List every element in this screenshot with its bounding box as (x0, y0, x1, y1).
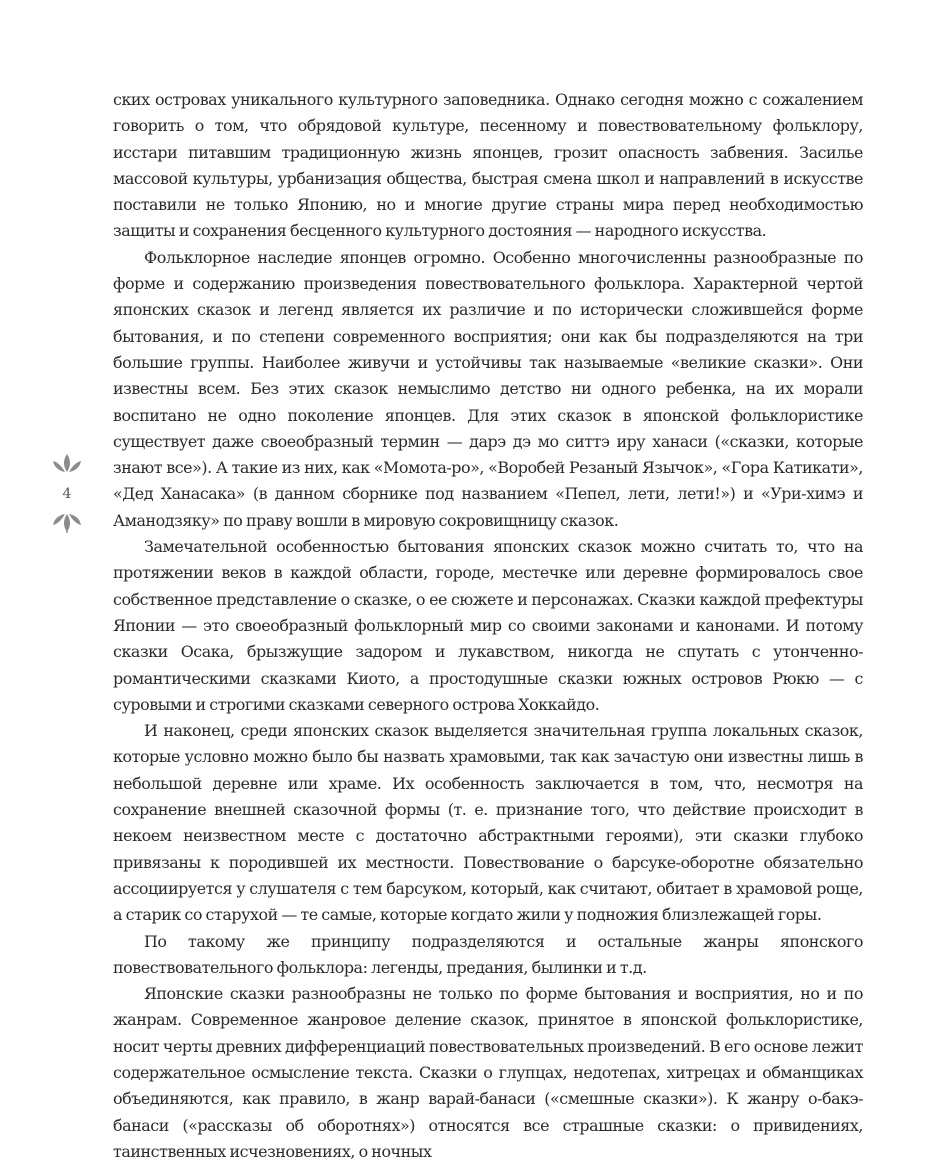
lotus-ornament-top-icon (52, 452, 82, 474)
paragraph-1: ских островах уникального культурного заповедника. Однако сегодня можно с сожалением говорить о том, что обрядовой культуре, песенному и повествовательному фольклору, исстари питавшим традиционную жизнь японцев, грозит опасность забвения. Засилье массовой культуры, урбанизация общества, быстрая смена школ и направлений в искусстве поставили не только Японию, но и многие другие страны мира перед необходимостью защиты и сохранения бесценного культурного достояния — народного искусства. (113, 90, 863, 241)
body-text (113, 87, 863, 1165)
paragraph-5: По такому же принципу подразделяются и остальные жанры японского повествовательного фольклора: легенды, предания, былинки и т.д. (113, 931, 863, 977)
paragraph-3: Замечательной особенностью бытования японских сказок можно считать то, что на протяжении веков в каждой области, городе, местечке или деревне формировалось свое собственное представление о сказке, о ее сюжете и персонажах. Сказки каждой префектуры Японии — это своеобразный фольклорный мир со своими законами и канонами. И потому сказки Осака, брызжущие задором и лукавством, никогда не спутать с утонченно-романтическими сказками Киото, а простодушные сказки южных островов Рюкю — с суровыми и строгими сказками северного острова Хоккайдо. (113, 537, 863, 714)
paragraph-6: Японские сказки разнообразны не только по форме бытования и восприятия, но и по жанрам. Современное жанровое деление сказок, принятое в японской фольклористике, носит черты древних дифференциаций повествовательных произведений. В его основе лежит содержательное осмысление текста. Сказки о глупцах, недотепах, хитрецах и обманщиках объединяются, как правило, в жанр варай-банаси («смешные сказки»). К жанру о-бакэ-банаси («рассказы об оборотнях») относятся все страшные сказки: о привидениях, таинственных исчезновениях, о ночных (113, 984, 863, 1161)
paragraph-4: И наконец, среди японских сказок выделяется значительная группа локальных сказок, которые условно можно было бы назвать храмовыми, так как зачастую они известны лишь в небольшой деревне или храме. Их особенность заключается в том, что, несмотря на сохранение внешней сказочной формы (т. е. признание того, что действие происходит в некоем неизвестном месте с достаточно абстрактными героями), эти сказки глубоко привязаны к породившей их местности. Повествование о барсуке-оборотне обязательно ассоциируется у слушателя с тем барсуком, который, как считают, обитает в храмовой роще, а старик со старухой — те самые, которые когдато жили у подножия близлежащей горы. (113, 721, 863, 925)
paragraph-2: Фольклорное наследие японцев огромно. Особенно многочисленны разнообразные по форме и содержанию произведения повествовательного фольклора. Характерной чертой японских сказок и легенд является их различие и по исторически сложившейся форме бытования, и по степени современного восприятия; они как бы подразделяются на три большие группы. Наиболее живучи и устойчивы так называемые «великие сказки». Они известны всем. Без этих сказок немыслимо детство ни одного ребенка, на их морали воспитано не одно поколение японцев. Для этих сказок в японской фольклористике существует даже своеобразный термин — дарэ дэ мо ситтэ иру ханаси («сказки, которые знают все»). А такие из них, как «Момота-ро», «Воробей Резаный Язычок», «Гора Катикати», «Дед Ханасака» (в данном сборнике под названием «Пепел, лети, лети!») и «Ури-химэ и Аманодзяку» по праву вошли в мировую сокровищницу сказок. (113, 247, 863, 530)
lotus-ornament-bottom-icon (52, 512, 82, 534)
page-number: 4 (62, 486, 72, 502)
page-number-block (50, 452, 84, 534)
